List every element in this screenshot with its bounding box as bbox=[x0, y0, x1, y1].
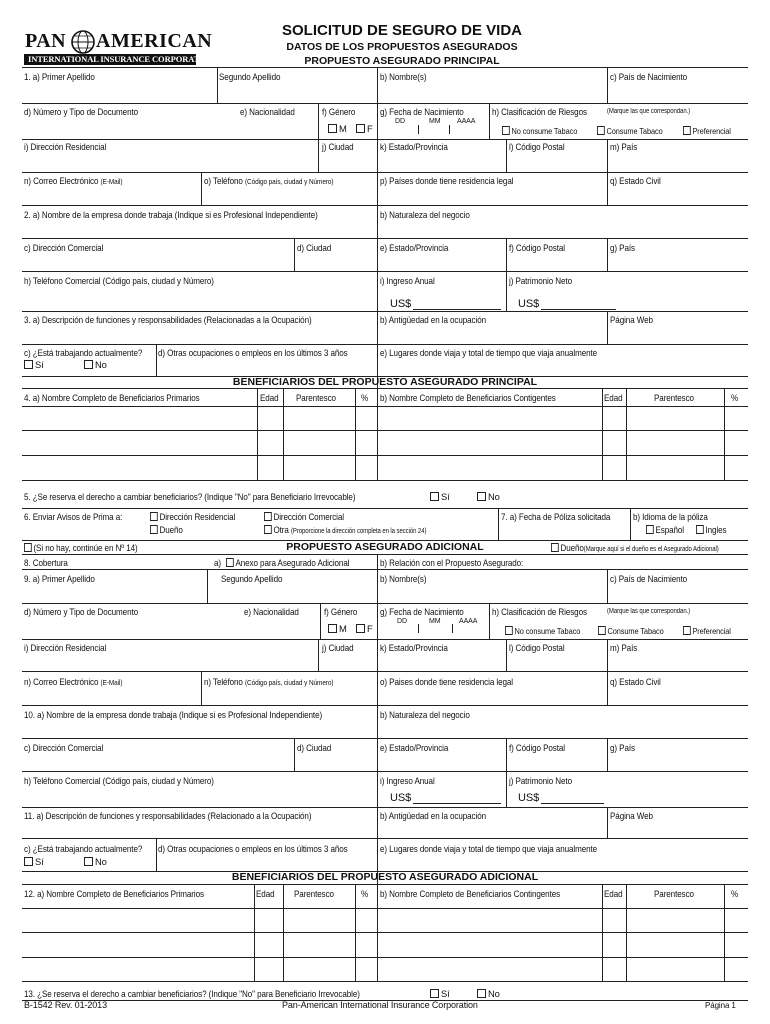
label-relacion: b) Relación con el Propuesto Asegurado: bbox=[380, 557, 524, 568]
checkbox-icon bbox=[356, 124, 365, 133]
checkbox-icon bbox=[598, 626, 606, 635]
label-reserva-derecho: 5. ¿Se reserva el derecho a cambiar beneficiarios? (Indique "No" para Beneficiario Irrevocable) bbox=[24, 491, 356, 502]
checkbox-icon bbox=[505, 626, 513, 635]
col-porcentaje-2: % bbox=[731, 392, 739, 403]
label-paises-residencia: p) Países donde tiene residencia legal bbox=[380, 175, 514, 186]
label-pais-comercial: g) País bbox=[610, 242, 635, 253]
label-direccion-comercial: c) Dirección Comercial bbox=[24, 242, 104, 253]
col-edad-4: Edad bbox=[604, 888, 623, 899]
aviso-comercial-option[interactable]: Dirección Comercial bbox=[264, 511, 344, 522]
checkbox-icon bbox=[683, 626, 691, 635]
col-contingentes-2: b) Nombre Completo de Beneficiarios Contingentes bbox=[380, 888, 561, 899]
form-subtitle: DATOS DE LOS PROPUESTOS ASEGURADOS bbox=[286, 41, 518, 53]
checkbox-icon bbox=[430, 492, 439, 501]
checkbox-icon bbox=[477, 989, 486, 998]
label-paises-residencia-2: o) Paises donde tiene residencia legal bbox=[380, 676, 513, 687]
col-edad: Edad bbox=[260, 392, 279, 403]
label-ingreso: i) Ingreso Anual bbox=[380, 275, 435, 286]
label-ingreso-2: i) Ingreso Anual bbox=[380, 775, 435, 786]
label-cobertura-a: a) bbox=[214, 557, 222, 568]
label-ciudad-comercial: d) Ciudad bbox=[297, 242, 332, 253]
label-nombres: b) Nombre(s) bbox=[380, 71, 427, 82]
preferencial-option-2[interactable]: Preferencial bbox=[683, 626, 731, 636]
aviso-otra-option[interactable]: Otra (Proporcione la dirección completa en la sección 24) bbox=[264, 524, 426, 535]
gender-f-option-2[interactable]: F bbox=[356, 623, 373, 634]
gender-f-option[interactable]: F bbox=[356, 123, 373, 134]
col-porcentaje: % bbox=[361, 392, 369, 403]
label-pagina-web: Página Web bbox=[610, 314, 653, 325]
label-segundo-apellido: Segundo Apellido bbox=[219, 71, 281, 82]
section-title-beneficiarios-adicional: BENEFICIARIOS DEL PROPUESTO ASEGURADO ADICIONAL bbox=[231, 871, 539, 883]
checkbox-icon bbox=[430, 989, 439, 998]
label-idioma: b) Idioma de la póliza bbox=[633, 511, 708, 522]
reserva-no-option-2[interactable]: No bbox=[477, 988, 500, 999]
label-clasificacion-2: h) Clasificación de Riesgos bbox=[492, 606, 587, 617]
date-mm-2: MM bbox=[429, 618, 441, 625]
checkbox-icon bbox=[264, 525, 272, 534]
label-antiguedad-2: b) Antigüedad en la ocupación bbox=[380, 810, 486, 821]
label-primer-apellido: 1. a) Primer Apellido bbox=[24, 71, 95, 82]
checkbox-icon bbox=[24, 543, 32, 552]
label-antiguedad: b) Antigüedad en la ocupación bbox=[380, 314, 486, 325]
label-estado-2: k) Estado/Provincia bbox=[380, 642, 448, 653]
reserva-si-option[interactable]: Sí bbox=[430, 491, 450, 502]
idioma-espanol-option[interactable]: Español bbox=[646, 524, 684, 535]
idioma-ingles-option[interactable]: Ingles bbox=[696, 524, 726, 535]
label-segundo-apellido-2: Segundo Apellido bbox=[221, 573, 283, 584]
label-fecha-nacimiento-2: g) Fecha de Nacimiento bbox=[380, 606, 464, 617]
label-clasificacion: h) Clasificación de Riesgos bbox=[492, 106, 587, 117]
trabajando-no-option-2[interactable]: No bbox=[84, 856, 107, 867]
checkbox-icon bbox=[84, 857, 93, 866]
section-title-beneficiarios-principal: BENEFICIARIOS DEL PROPUESTO ASEGURADO PRINCIPAL bbox=[232, 376, 538, 388]
label-pais-nacimiento-2: c) País de Nacimiento bbox=[610, 573, 688, 584]
label-cp-comercial: f) Código Postal bbox=[509, 242, 565, 253]
logo-text-left: PAN bbox=[25, 30, 67, 52]
label-cp-comercial-2: f) Código Postal bbox=[509, 742, 565, 753]
checkbox-icon bbox=[264, 512, 272, 521]
label-marque-2: (Marque las que correspondan.) bbox=[607, 608, 691, 615]
checkbox-icon bbox=[328, 624, 337, 633]
label-direccion-2: i) Dirección Residencial bbox=[24, 642, 107, 653]
date-dd-2: DD bbox=[397, 618, 407, 625]
date-aaaa-2: AAAA bbox=[459, 618, 478, 625]
label-email-2: n) Correo Electrónico (E-Mail) bbox=[24, 676, 123, 687]
label-naturaleza: b) Naturaleza del negocio bbox=[380, 209, 470, 220]
label-nombres-2: b) Nombre(s) bbox=[380, 573, 427, 584]
col-parentesco: Parentesco bbox=[296, 392, 336, 403]
col-contingentes: b) Nombre Completo de Beneficiarios Contigentes bbox=[380, 392, 556, 403]
label-ciudad: j) Ciudad bbox=[322, 141, 354, 152]
col-edad-3: Edad bbox=[256, 888, 275, 899]
preferencial-option[interactable]: Preferencial bbox=[683, 126, 731, 136]
continue-note[interactable]: (Si no hay, continúe en Nº 14) bbox=[24, 542, 138, 553]
label-telefono-comercial-2: h) Teléfono Comercial (Código país, ciudad y Número) bbox=[24, 775, 214, 786]
checkbox-icon bbox=[356, 624, 365, 633]
label-estado: k) Estado/Provincia bbox=[380, 141, 448, 152]
checkbox-icon bbox=[683, 126, 691, 135]
currency-ingreso-2: US$ bbox=[390, 792, 412, 804]
aviso-dueno-option[interactable]: Dueño bbox=[150, 524, 183, 535]
section-title-adicional: PROPUESTO ASEGURADO ADICIONAL bbox=[286, 541, 484, 553]
tabaco-option-2[interactable]: Consume Tabaco bbox=[598, 626, 664, 636]
checkbox-icon bbox=[150, 525, 158, 534]
section-title-principal: PROPUESTO ASEGURADO PRINCIPAL bbox=[304, 55, 500, 67]
logo-subtitle: INTERNATIONAL INSURANCE CORPORATION bbox=[28, 54, 215, 64]
checkbox-icon bbox=[226, 558, 234, 567]
footer-company: Pan-American International Insurance Corporation bbox=[282, 1000, 478, 1010]
no-tabaco-option[interactable]: No consume Tabaco bbox=[502, 126, 577, 136]
checkbox-icon bbox=[696, 525, 704, 534]
label-patrimonio: j) Patrimonio Neto bbox=[509, 275, 572, 286]
checkbox-icon bbox=[24, 360, 33, 369]
trabajando-si-option-2[interactable]: Sí bbox=[24, 856, 44, 867]
col-edad-2: Edad bbox=[604, 392, 623, 403]
label-estado-comercial-2: e) Estado/Provincia bbox=[380, 742, 449, 753]
label-genero-2: f) Género bbox=[324, 606, 358, 617]
gender-m-option[interactable]: M bbox=[328, 123, 347, 134]
date-dd: DD bbox=[395, 118, 405, 125]
label-pagina-web-2: Página Web bbox=[610, 810, 653, 821]
label-lugares-viaja: e) Lugares donde viaja y total de tiempo que viaja anualmente bbox=[380, 347, 598, 358]
label-pais-comercial-2: g) País bbox=[610, 742, 635, 753]
form-code: B-1542 Rev. 01-2013 bbox=[24, 1000, 107, 1010]
label-pais: m) País bbox=[610, 141, 638, 152]
label-codigo-postal: l) Código Postal bbox=[509, 141, 565, 152]
checkbox-icon bbox=[646, 525, 654, 534]
checkbox-icon bbox=[502, 126, 510, 135]
gender-m-option-2[interactable]: M bbox=[328, 623, 347, 634]
trabajando-no-option[interactable]: No bbox=[84, 359, 107, 370]
label-telefono-2: n) Teléfono (Código país, ciudad y Número) bbox=[204, 676, 334, 687]
label-otras-ocupaciones-2: d) Otras ocupaciones o empleos en los últimos 3 años bbox=[158, 843, 348, 854]
aviso-residencial-option[interactable]: Dirección Residencial bbox=[150, 511, 235, 522]
label-trabajando-2: c) ¿Está trabajando actualmente? bbox=[24, 843, 143, 854]
label-empresa-2: 10. a) Nombre de la empresa donde trabaja (Indique si es Profesional Independiente) bbox=[24, 709, 323, 720]
label-pais-nacimiento: c) País de Nacimiento bbox=[610, 71, 688, 82]
label-email: n) Correo Electrónico (E-Mail) bbox=[24, 175, 123, 186]
col-primarios: 4. a) Nombre Completo de Beneficiarios Primarios bbox=[24, 392, 200, 403]
label-direccion: i) Dirección Residencial bbox=[24, 141, 107, 152]
checkbox-icon bbox=[328, 124, 337, 133]
dueno-adicional-option[interactable]: Dueño(Marque aquí si el dueño es el Asegurado Adicional) bbox=[551, 542, 719, 553]
label-nacionalidad: e) Nacionalidad bbox=[240, 106, 295, 117]
label-avisos: 6. Enviar Avisos de Prima a: bbox=[24, 511, 123, 522]
checkbox-icon bbox=[597, 126, 605, 135]
label-fecha-poliza: 7. a) Fecha de Póliza solicitada bbox=[501, 511, 611, 522]
label-ciudad-2: j) Ciudad bbox=[322, 642, 354, 653]
trabajando-si-option[interactable]: Sí bbox=[24, 359, 44, 370]
checkbox-icon bbox=[84, 360, 93, 369]
label-nacionalidad-2: e) Nacionalidad bbox=[244, 606, 299, 617]
checkbox-icon bbox=[551, 543, 559, 552]
label-genero: f) Género bbox=[322, 106, 356, 117]
label-pais-2: m) País bbox=[610, 642, 638, 653]
date-aaaa: AAAA bbox=[457, 118, 476, 125]
label-lugares-viaja-2: e) Lugares donde viaja y total de tiempo que viaja anualmente bbox=[380, 843, 598, 854]
checkbox-icon bbox=[477, 492, 486, 501]
currency-patrimonio-2: US$ bbox=[518, 792, 540, 804]
label-documento-2: d) Número y Tipo de Documento bbox=[24, 606, 139, 617]
label-marque: (Marque las que correspondan.) bbox=[607, 108, 691, 115]
currency-patrimonio: US$ bbox=[518, 298, 540, 310]
label-estado-civil-2: q) Estado Civil bbox=[610, 676, 661, 687]
label-descripcion: 3. a) Descripción de funciones y responsabilidades (Relacionadas a la Ocupación) bbox=[24, 314, 312, 325]
label-reserva-derecho-2: 13. ¿Se reserva el derecho a cambiar beneficiarios? (Indique "No" para Beneficiario Irrevocable) bbox=[24, 988, 360, 999]
globe-icon bbox=[70, 29, 96, 55]
label-descripcion-2: 11. a) Descripción de funciones y responsabilidades (Relacionado a la Ocupación) bbox=[24, 810, 312, 821]
tabaco-option[interactable]: Consume Tabaco bbox=[597, 126, 663, 136]
label-telefono-comercial: h) Teléfono Comercial (Código país, ciudad y Número) bbox=[24, 275, 214, 286]
label-telefono: o) Teléfono (Código país, ciudad y Número) bbox=[204, 175, 334, 186]
label-estado-civil: q) Estado Civil bbox=[610, 175, 661, 186]
reserva-no-option[interactable]: No bbox=[477, 491, 500, 502]
label-documento: d) Número y Tipo de Documento bbox=[24, 106, 139, 117]
col-parentesco-2: Parentesco bbox=[654, 392, 694, 403]
date-mm: MM bbox=[429, 118, 441, 125]
label-cobertura: 8. Cobertura bbox=[24, 557, 68, 568]
anexo-option[interactable]: Anexo para Asegurado Adicional bbox=[226, 557, 349, 568]
col-porcentaje-4: % bbox=[731, 888, 739, 899]
label-fecha-nacimiento: g) Fecha de Nacimiento bbox=[380, 106, 464, 117]
col-porcentaje-3: % bbox=[361, 888, 369, 899]
label-ciudad-comercial-2: d) Ciudad bbox=[297, 742, 332, 753]
page-number: Página 1 bbox=[705, 1001, 736, 1010]
col-parentesco-4: Parentesco bbox=[654, 888, 694, 899]
col-primarios-2: 12. a) Nombre Completo de Beneficiarios Primarios bbox=[24, 888, 204, 899]
col-parentesco-3: Parentesco bbox=[294, 888, 334, 899]
label-direccion-comercial-2: c) Dirección Comercial bbox=[24, 742, 104, 753]
label-trabajando: c) ¿Está trabajando actualmente? bbox=[24, 347, 143, 358]
logo-text-right: AMERICAN bbox=[96, 30, 213, 52]
label-patrimonio-2: j) Patrimonio Neto bbox=[509, 775, 572, 786]
label-naturaleza-2: b) Naturaleza del negocio bbox=[380, 709, 470, 720]
currency-ingreso: US$ bbox=[390, 298, 412, 310]
label-estado-comercial: e) Estado/Provincia bbox=[380, 242, 449, 253]
no-tabaco-option-2[interactable]: No consume Tabaco bbox=[505, 626, 580, 636]
label-codigo-postal-2: l) Código Postal bbox=[509, 642, 565, 653]
checkbox-icon bbox=[150, 512, 158, 521]
label-primer-apellido-2: 9. a) Primer Apellido bbox=[24, 573, 95, 584]
label-empresa: 2. a) Nombre de la empresa donde trabaja (Indique si es Profesional Independiente) bbox=[24, 209, 318, 220]
checkbox-icon bbox=[24, 857, 33, 866]
form-title: SOLICITUD DE SEGURO DE VIDA bbox=[281, 22, 523, 39]
label-otras-ocupaciones: d) Otras ocupaciones o empleos en los últimos 3 años bbox=[158, 347, 348, 358]
reserva-si-option-2[interactable]: Sí bbox=[430, 988, 450, 999]
